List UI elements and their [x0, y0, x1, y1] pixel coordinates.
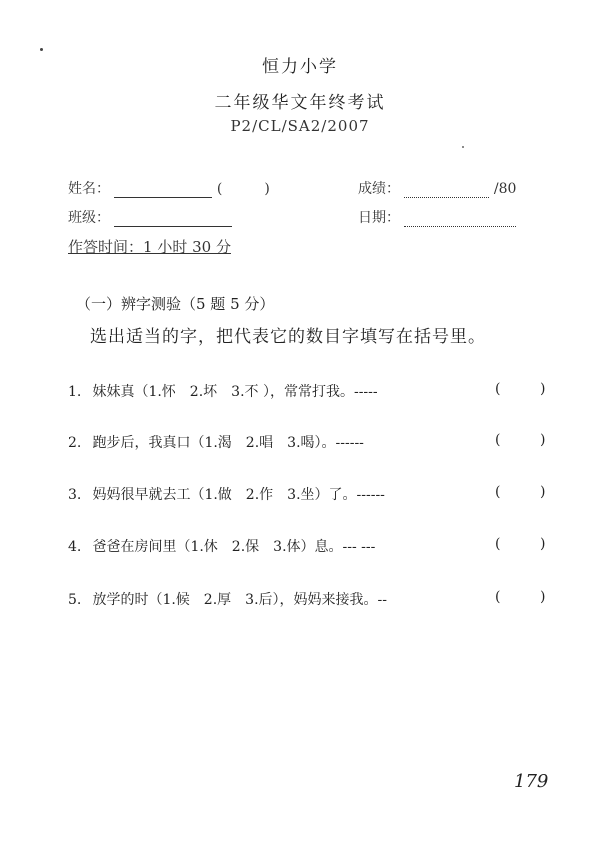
question-number: 3.: [68, 487, 82, 503]
answer-close-paren[interactable]: ): [540, 536, 546, 552]
speck-mark: [40, 48, 43, 51]
question-4: [68, 536, 375, 556]
class-label: 班级：: [68, 210, 110, 226]
question-number: 4.: [68, 539, 82, 555]
question-2: [68, 432, 364, 452]
question-5: [68, 589, 387, 609]
class-blank[interactable]: [114, 212, 232, 227]
time-field: [68, 236, 231, 257]
answer-close-paren[interactable]: ): [540, 484, 546, 500]
section-title: （一）辨字测验（5 题 5 分）: [76, 295, 275, 313]
date-field: [358, 207, 516, 227]
question-text: 跑步后，我真口（1.渴 2.唱 3.喝）。------: [92, 435, 364, 451]
instruction: 选出适当的字，把代表它的数目字填写在括号里。: [90, 327, 486, 347]
question-number: 1.: [68, 384, 82, 400]
name-paren: ( ): [216, 181, 270, 197]
date-blank[interactable]: [404, 212, 516, 227]
time-value: 1 小时 30 分: [143, 238, 231, 256]
exam-code: P2/CL/SA2/2007: [230, 117, 370, 135]
answer-open-paren[interactable]: (: [495, 589, 501, 605]
question-text: 妈妈很早就去工（1.做 2.作 3.坐）了。------: [92, 487, 385, 503]
answer-open-paren[interactable]: (: [495, 536, 501, 552]
question-text: 妹妹真（1.怀 2.坏 3.不 ），常常打我。-----: [92, 384, 378, 400]
time-label: 作答时间：: [68, 238, 144, 256]
answer-open-paren[interactable]: (: [495, 381, 501, 397]
answer-close-paren[interactable]: ): [540, 381, 546, 397]
score-blank[interactable]: [404, 183, 489, 198]
question-text: 爸爸在房间里（1.休 2.保 3.体）息。--- ---: [92, 539, 376, 555]
score-label: 成绩：: [358, 181, 400, 197]
question-number: 2.: [68, 435, 82, 451]
name-field: [68, 178, 270, 198]
answer-close-paren[interactable]: ): [540, 432, 546, 448]
class-field: [68, 207, 232, 227]
answer-close-paren[interactable]: ): [540, 589, 546, 605]
question-1: [68, 381, 378, 401]
score-total: /80: [493, 181, 517, 197]
question-3: [68, 484, 385, 504]
name-label: 姓名：: [68, 181, 110, 197]
question-number: 5.: [68, 592, 82, 608]
speck-mark: [462, 146, 464, 148]
date-label: 日期：: [358, 210, 400, 226]
answer-open-paren[interactable]: (: [495, 484, 501, 500]
page-number: 179: [514, 771, 549, 792]
name-blank[interactable]: [114, 183, 212, 198]
answer-open-paren[interactable]: (: [495, 432, 501, 448]
exam-title: 二年级华文年终考试: [214, 93, 386, 113]
score-field: [358, 178, 516, 198]
school-name: 恒力小学: [262, 57, 338, 77]
question-text: 放学的时（1.候 2.厚 3.后），妈妈来接我。--: [92, 592, 387, 608]
